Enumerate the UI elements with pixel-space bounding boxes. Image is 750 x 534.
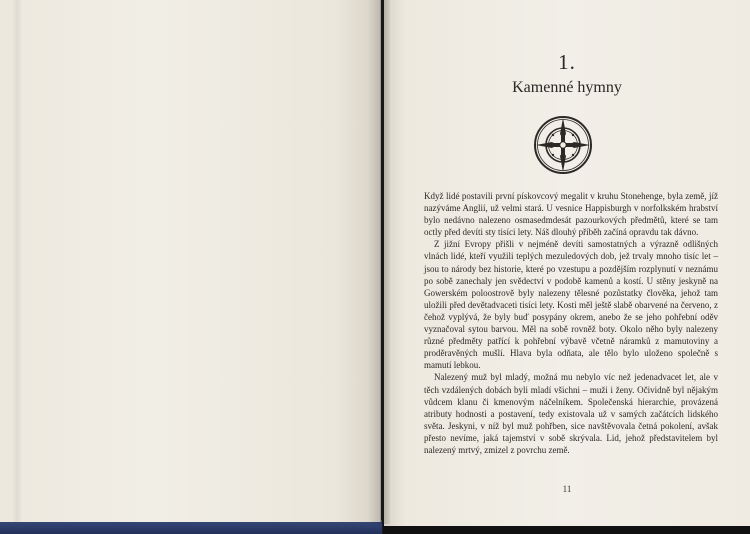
left-page-crease [12, 0, 22, 522]
book-cover-edge [0, 520, 382, 534]
left-page [0, 0, 381, 522]
chapter-number: 1. [558, 50, 576, 74]
wheel-cross-emblem-icon [532, 114, 594, 176]
paragraph: Když lidé postavili první pískovcový megalit v kruhu Stonehenge, byla země, jíž nazýváme Anglií, už velmi stará. U vesnice Happisburgh v norfolkském hrabství bylo nedávno nalezeno osmasedmdesát pazourkových předmětů, které se tam octly před devíti sty tisíci lety. Náš dlouhý příběh začíná opravdu tak dávno. [424, 191, 718, 238]
page-number: 11 [562, 484, 572, 494]
chapter-body-text [424, 190, 718, 456]
paragraph: Nalezený muž byl mladý, možná mu nebylo víc než jedenadvacet let, ale v těch vzdálených dobách byli mladí všichni – muži i ženy. Očividně byl nějakým vůdcem klanu či kmenovým náčelníkem. Společenská hierarchie, provázená atributy hodnosti a postavení, tedy existovala už v samých začátcích lidského světa. Jeskyni, v níž byl muž pohřben, sice navštěvovala četná pokolení, avšak přesto nevíme, jaká tajemství v sobě skrývala. Lid, jehož představitelem byl nalezený mrtvý, zmizel z povrchu země. [424, 372, 718, 455]
chapter-title: Kamenné hymny [512, 79, 622, 96]
paragraph: Z jižní Evropy přišli v nejméně devíti samostatných a výrazně odlišných vlnách lidé, kteří využili teplých mezuledových dob, jež trvaly mnoho tisíc let – jsou to národy bez historie, které po vzestupu a pozdějším rozplynutí v neznámu po sobě zanechaly jen svědectví v podobě kamenů a kostí. U stěny jeskyně na Gowerském poloostrově byly nalezeny tělesné pozůstatky člověka, jehož tam uložili před devětadvaceti tisíci lety. Kosti měl ještě slabě obarvené na červeno, z čehož vyplývá, že byly buď posypány okrem, anebo že se jeho pohřební oděv vyznačoval sytou barvou. Měl na sobě rovněž boty. Okolo něho byly nalezeny různé předměty patřící k pohřební výbavě včetně náramků z mamutoviny a proděravěných mušlí. Hlava byla odňata, ale tělo bylo uloženo společně s mamutí lebkou. [424, 239, 718, 371]
